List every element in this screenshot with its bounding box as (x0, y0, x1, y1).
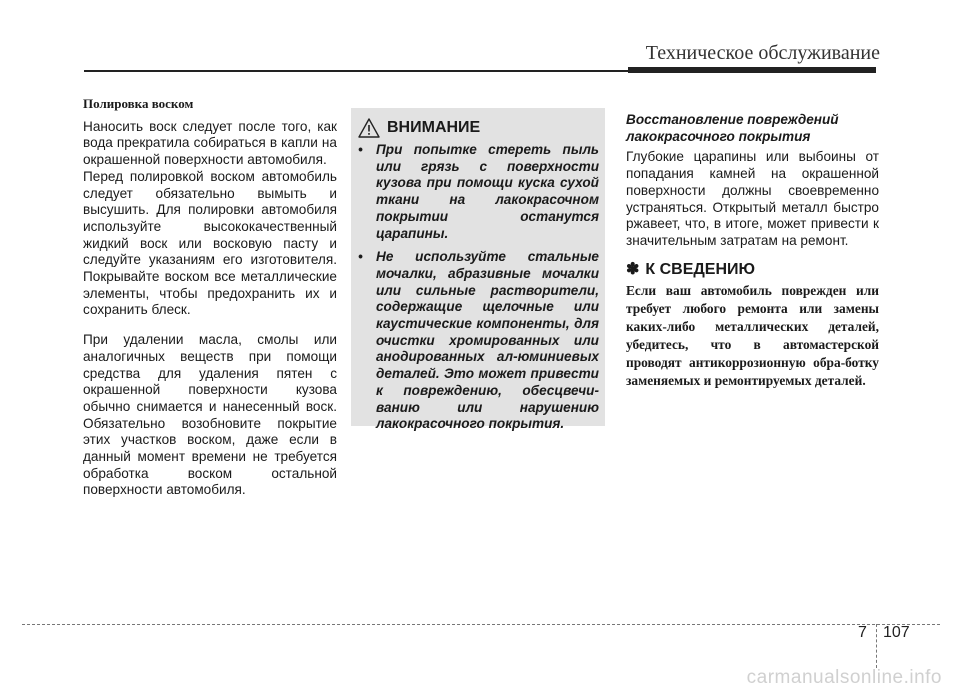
note-title: К СВЕДЕНИЮ (645, 260, 756, 278)
header-rule-accent (628, 67, 876, 73)
warning-title: ВНИМАНИЕ (387, 119, 481, 136)
warning-item (358, 249, 599, 433)
footer-separator (876, 624, 877, 668)
note-body: Если ваш автомобиль поврежден или требует любого ремонта или замены каких-либо металлических деталей, убедитесь, что в автомастерской проводят антикоррозионную обра-ботку заменяемых и ремонтируемых деталей. (626, 283, 879, 389)
section-subheading: Восстановление повреждений лакокрасочного покрытия (626, 112, 839, 144)
section-heading: Полировка воском (83, 96, 194, 111)
footer-divider (22, 624, 940, 625)
column-left (83, 96, 337, 499)
warning-item-text: Не используйте стальные мочалки, абразивные мочалки или сильные растворители, содержащие щелочные или каустические компоненты, для очистки хромированных или анодированных ал-юминиевых деталей. Это может привести к повреждению, обесцвечи-ванию или нарушению лакокрасочного покрытия. (376, 249, 599, 432)
chapter-number: 7 (858, 624, 867, 641)
header-rule (84, 70, 628, 72)
paragraph: Глубокие царапины или выбоины от попадания камней на окрашенной поверхности должны своевременно устраняться. Открытый металл быстро ржавеет, что, в итоге, может привести к значительным затратам на ремонт. (626, 149, 879, 248)
bullet: • (358, 142, 363, 157)
warning-triangle-icon (358, 118, 380, 138)
warning-item-text: При попытке стереть пыль или грязь с поверхности кузова при помощи куска сухой ткани на лакокрасочном покрытии останутся царапины. (376, 142, 599, 241)
warning-header (358, 118, 599, 138)
paragraph: При удалении масла, смолы или аналогичных веществ при помощи средства для удаления пятен с окрашенной поверхности кузова обычно снимается и нанесенный воск. Обязательно возобновите покрытие этих участков воском, даже если в данный момент времени не требуется обработка воском остальной поверхности автомобиля. (83, 332, 337, 498)
paragraph: Перед полировкой воском автомобиль следует обязательно вымыть и высушить. Для полировки автомобиля используйте высококачественный жидкий воск или восковую пасту и следуйте указаниям его изготовителя. Покрывайте воском все металлические элементы, чтобы предохранить их и сохранить блеск. (83, 168, 337, 318)
paragraph: Наносить воск следует после того, как вода прекратила собираться в капли на окрашенной поверхности автомобиля. (83, 118, 337, 168)
page-number: 107 (883, 624, 910, 641)
note-header (626, 262, 879, 279)
warning-box (351, 108, 605, 432)
column-right (626, 112, 879, 390)
watermark: carmanualsonline.info (746, 667, 942, 688)
page-header-title: Техническое обслуживание (645, 42, 880, 64)
warning-item (358, 142, 599, 242)
bullet: • (358, 249, 363, 265)
asterisk-icon: ✽ (626, 260, 640, 278)
